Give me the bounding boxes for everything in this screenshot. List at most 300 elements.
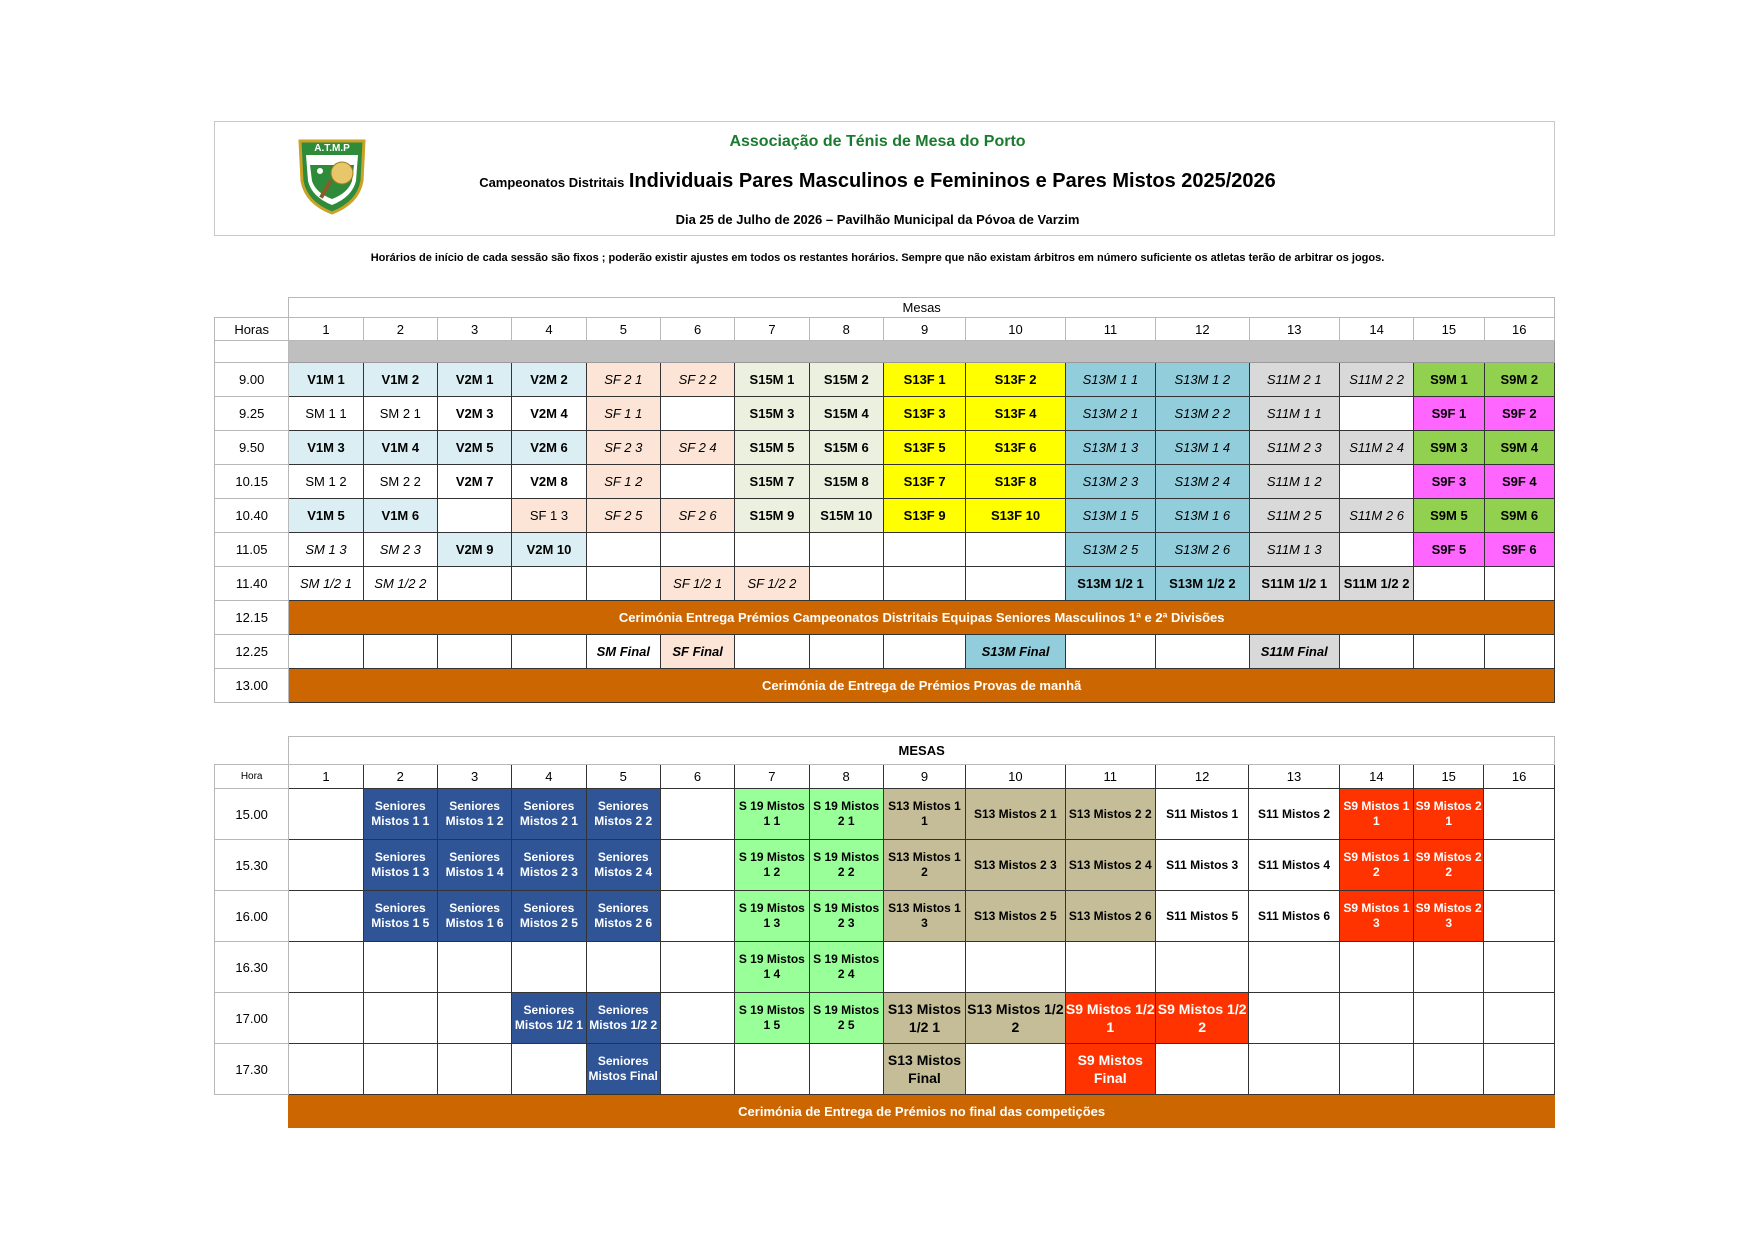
match-cell: S9M 4: [1484, 431, 1554, 465]
match-cell: V2M 1: [437, 363, 511, 397]
match-cell: SM 2 1: [363, 397, 437, 431]
match-cell: [660, 789, 734, 840]
match-cell: S11 Mistos 5: [1155, 891, 1248, 942]
match-cell: S9F 6: [1484, 533, 1554, 567]
match-cell: Seniores Mistos 1 1: [363, 789, 437, 840]
match-cell: S13F 3: [883, 397, 965, 431]
hour-cell: 16.00: [215, 891, 289, 942]
hour-cell: 12.25: [215, 635, 289, 669]
schedule-row: [215, 397, 1555, 431]
final-cell: SM Final: [586, 635, 660, 669]
table-number: 5: [586, 765, 660, 789]
match-cell: V2M 9: [437, 533, 511, 567]
match-cell: S13M 1 6: [1156, 499, 1249, 533]
match-cell: S13M 1 1: [1065, 363, 1155, 397]
ceremony-banner: Cerimónia de Entrega de Prémios Provas de manhã: [289, 669, 1555, 703]
organization-title: Associação de Ténis de Mesa do Porto: [729, 133, 1026, 150]
match-cell: [966, 1044, 1065, 1095]
match-cell: [1484, 635, 1554, 669]
ceremony-row: [215, 669, 1555, 703]
match-cell: S13M 2 6: [1156, 533, 1249, 567]
match-cell: S9F 2: [1484, 397, 1554, 431]
match-cell: S 19 Mistos 1 5: [735, 993, 809, 1044]
match-cell: [1484, 840, 1555, 891]
hour-cell: 9.50: [215, 431, 289, 465]
match-cell: [437, 942, 511, 993]
match-cell: [289, 789, 363, 840]
match-cell: S11M 1/2 2: [1339, 567, 1413, 601]
match-cell: [512, 567, 586, 601]
match-cell: S11M 2 4: [1339, 431, 1413, 465]
hour-cell: 10.40: [215, 499, 289, 533]
schedule-row: [215, 363, 1555, 397]
afternoon-schedule: [214, 736, 1555, 1128]
schedule-row: [215, 942, 1555, 993]
match-cell: [966, 533, 1065, 567]
match-cell: [363, 1044, 437, 1095]
match-cell: Seniores Mistos 1 6: [437, 891, 511, 942]
match-cell: [289, 840, 363, 891]
match-cell: [883, 635, 965, 669]
match-cell: [289, 1044, 363, 1095]
match-cell: SF 1/2 1: [660, 567, 734, 601]
match-cell: S 19 Mistos 1 3: [735, 891, 809, 942]
match-cell: V2M 8: [512, 465, 586, 499]
match-cell: S15M 6: [809, 431, 883, 465]
match-cell: S9M 6: [1484, 499, 1554, 533]
match-cell: [363, 635, 437, 669]
table-number: 5: [586, 318, 660, 341]
match-cell: SM 2 3: [363, 533, 437, 567]
match-cell: [363, 942, 437, 993]
match-cell: [660, 397, 734, 431]
event-date-venue: Dia 25 de Julho de 2026 – Pavilhão Municipal da Póvoa de Varzim: [675, 212, 1080, 227]
schedule-row: [215, 789, 1555, 840]
schedule-row: [215, 567, 1555, 601]
match-cell: S13 Mistos 2 6: [1065, 891, 1155, 942]
match-cell: [1249, 942, 1339, 993]
match-cell: [660, 1044, 734, 1095]
match-cell: Seniores Mistos 1/2 1: [512, 993, 586, 1044]
morning-schedule: [214, 297, 1555, 703]
match-cell: [1339, 993, 1413, 1044]
hour-cell: 12.15: [215, 601, 289, 635]
match-cell: [1484, 942, 1555, 993]
match-cell: [1414, 1044, 1484, 1095]
empty-hour: [215, 1095, 289, 1128]
match-cell: S9M 5: [1414, 499, 1484, 533]
match-cell: S9M 1: [1414, 363, 1484, 397]
final-cell: SF Final: [660, 635, 734, 669]
match-cell: S13 Mistos 2 5: [966, 891, 1065, 942]
match-cell: S15M 1: [735, 363, 809, 397]
table-number: 11: [1065, 765, 1155, 789]
match-cell: S11M 1/2 1: [1249, 567, 1339, 601]
match-cell: V1M 2: [363, 363, 437, 397]
match-cell: S15M 8: [809, 465, 883, 499]
final-cell: S13M Final: [966, 635, 1065, 669]
match-cell: SM 1 2: [289, 465, 363, 499]
empty-corner: [215, 737, 289, 765]
match-cell: S 19 Mistos 2 5: [809, 993, 883, 1044]
match-cell: [1484, 993, 1555, 1044]
hour-cell: 15.00: [215, 789, 289, 840]
match-cell: S13F 6: [966, 431, 1065, 465]
table-number: 7: [735, 765, 809, 789]
ceremony-banner: Cerimónia de Entrega de Prémios no final das competições: [289, 1095, 1555, 1128]
schedule-note: Horários de início de cada sessão são fixos ; poderão existir ajustes em todos os restantes horários. Sempre que não existam árbitros em número suficiente os atletas terão de arbitrar os jogos.: [370, 252, 1385, 264]
match-cell: S15M 3: [735, 397, 809, 431]
match-cell: S13F 7: [883, 465, 965, 499]
logo-text: A.T.M.P: [314, 143, 350, 154]
final-cell: Seniores Mistos Final: [586, 1044, 660, 1095]
match-cell: S13F 2: [966, 363, 1065, 397]
table-number: 9: [883, 318, 965, 341]
match-cell: V1M 3: [289, 431, 363, 465]
hour-column-header: Horas: [215, 318, 289, 341]
match-cell: S13 Mistos 1 1: [883, 789, 965, 840]
match-cell: [512, 635, 586, 669]
match-cell: [1484, 1044, 1555, 1095]
match-cell: [1414, 993, 1484, 1044]
match-cell: S13F 9: [883, 499, 965, 533]
table-number: 8: [809, 765, 883, 789]
match-cell: S 19 Mistos 1 2: [735, 840, 809, 891]
match-cell: S15M 5: [735, 431, 809, 465]
match-cell: SF 2 6: [660, 499, 734, 533]
match-cell: Seniores Mistos 1 4: [437, 840, 511, 891]
table-number: 6: [660, 765, 734, 789]
mesas-header-row: [215, 737, 1555, 765]
match-cell: [586, 942, 660, 993]
match-cell: Seniores Mistos 1/2 2: [586, 993, 660, 1044]
match-cell: SF 2 3: [586, 431, 660, 465]
match-cell: V2M 3: [437, 397, 511, 431]
schedule-row: [215, 533, 1555, 567]
hour-cell: 15.30: [215, 840, 289, 891]
match-cell: S13M 2 5: [1065, 533, 1155, 567]
match-cell: [1065, 635, 1155, 669]
grey-band: [289, 341, 1555, 363]
match-cell: S13M 2 3: [1065, 465, 1155, 499]
match-cell: [1339, 1044, 1413, 1095]
schedule-row: [215, 465, 1555, 499]
match-cell: V2M 4: [512, 397, 586, 431]
grey-separator-row: [215, 341, 1555, 363]
match-cell: [1414, 567, 1484, 601]
match-cell: [437, 635, 511, 669]
table-number: 3: [437, 318, 511, 341]
match-cell: S11M 2 2: [1339, 363, 1413, 397]
match-cell: [660, 533, 734, 567]
table-number: 6: [660, 318, 734, 341]
match-cell: [660, 942, 734, 993]
match-cell: S9 Mistos 1 3: [1339, 891, 1413, 942]
match-cell: [1484, 567, 1554, 601]
match-cell: SM 1/2 1: [289, 567, 363, 601]
match-cell: S11M 1 2: [1249, 465, 1339, 499]
match-cell: [437, 1044, 511, 1095]
match-cell: S9F 5: [1414, 533, 1484, 567]
match-cell: [966, 942, 1065, 993]
match-cell: Seniores Mistos 1 5: [363, 891, 437, 942]
hour-cell: 16.30: [215, 942, 289, 993]
table-number: 11: [1065, 318, 1155, 341]
match-cell: V1M 5: [289, 499, 363, 533]
match-cell: S9 Mistos 2 3: [1414, 891, 1484, 942]
mesas-label: Mesas: [289, 298, 1555, 318]
match-cell: S9 Mistos 2 2: [1414, 840, 1484, 891]
match-cell: [437, 993, 511, 1044]
match-cell: S11M 1 1: [1249, 397, 1339, 431]
match-cell: [1249, 1044, 1339, 1095]
match-cell: V2M 7: [437, 465, 511, 499]
hour-cell: 13.00: [215, 669, 289, 703]
match-cell: SF 2 1: [586, 363, 660, 397]
match-cell: S9F 3: [1414, 465, 1484, 499]
match-cell: S9 Mistos 1/2 2: [1155, 993, 1248, 1044]
match-cell: V2M 6: [512, 431, 586, 465]
table-number: 2: [363, 318, 437, 341]
match-cell: [437, 567, 511, 601]
match-cell: S9F 4: [1484, 465, 1554, 499]
table-number: 1: [289, 318, 363, 341]
match-cell: [735, 1044, 809, 1095]
match-cell: [1414, 942, 1484, 993]
match-cell: SF 1 3: [512, 499, 586, 533]
match-cell: S13M 2 1: [1065, 397, 1155, 431]
empty-hour: [215, 341, 289, 363]
match-cell: [660, 891, 734, 942]
match-cell: V2M 5: [437, 431, 511, 465]
match-cell: [437, 499, 511, 533]
table-number: 2: [363, 765, 437, 789]
match-cell: S13F 8: [966, 465, 1065, 499]
ceremony-banner: Cerimónia Entrega Prémios Campeonatos Distritais Equipas Seniores Masculinos 1ª e 2ª Divisões: [289, 601, 1555, 635]
match-cell: [883, 942, 965, 993]
final-cell: S9 Mistos Final: [1065, 1044, 1155, 1095]
match-cell: S13 Mistos 1 3: [883, 891, 965, 942]
match-cell: Seniores Mistos 2 3: [512, 840, 586, 891]
match-cell: S11 Mistos 3: [1155, 840, 1248, 891]
match-cell: Seniores Mistos 1 3: [363, 840, 437, 891]
match-cell: S 19 Mistos 2 2: [809, 840, 883, 891]
match-cell: S11M 1 3: [1249, 533, 1339, 567]
match-cell: SM 1 1: [289, 397, 363, 431]
match-cell: V2M 10: [512, 533, 586, 567]
match-cell: [735, 635, 809, 669]
match-cell: S15M 7: [735, 465, 809, 499]
table-number: 8: [809, 318, 883, 341]
match-cell: [1156, 635, 1249, 669]
ceremony-row: [215, 1095, 1555, 1128]
hour-cell: 17.30: [215, 1044, 289, 1095]
match-cell: S13 Mistos 2 1: [966, 789, 1065, 840]
match-cell: V1M 4: [363, 431, 437, 465]
match-cell: SF 1/2 2: [735, 567, 809, 601]
match-cell: S 19 Mistos 2 4: [809, 942, 883, 993]
match-cell: [1249, 993, 1339, 1044]
match-cell: SM 2 2: [363, 465, 437, 499]
match-cell: SM 1/2 2: [363, 567, 437, 601]
match-cell: S13F 10: [966, 499, 1065, 533]
match-cell: [809, 533, 883, 567]
match-cell: S9F 1: [1414, 397, 1484, 431]
finals-row: [215, 635, 1555, 669]
match-cell: S15M 9: [735, 499, 809, 533]
match-cell: S15M 4: [809, 397, 883, 431]
match-cell: [289, 942, 363, 993]
match-cell: S9 Mistos 1 1: [1339, 789, 1413, 840]
match-cell: S9 Mistos 2 1: [1414, 789, 1484, 840]
match-cell: [289, 891, 363, 942]
match-cell: S 19 Mistos 1 1: [735, 789, 809, 840]
table-number: 12: [1156, 318, 1249, 341]
table-number: 13: [1249, 765, 1339, 789]
match-cell: [1484, 891, 1555, 942]
match-cell: Seniores Mistos 2 5: [512, 891, 586, 942]
table-number: 3: [437, 765, 511, 789]
match-cell: V1M 6: [363, 499, 437, 533]
final-cell: S13 Mistos Final: [883, 1044, 965, 1095]
match-cell: S13M 2 2: [1156, 397, 1249, 431]
match-cell: S 19 Mistos 2 1: [809, 789, 883, 840]
table-number: 14: [1339, 318, 1413, 341]
match-cell: Seniores Mistos 2 4: [586, 840, 660, 891]
schedule-row: [215, 840, 1555, 891]
match-cell: S13 Mistos 1 2: [883, 840, 965, 891]
match-cell: S13M 1 3: [1065, 431, 1155, 465]
mesas-label: MESAS: [289, 737, 1555, 765]
title-main: Individuais Pares Masculinos e Femininos e Pares Mistos 2025/2026: [628, 170, 1276, 192]
schedule-row: [215, 891, 1555, 942]
match-cell: Seniores Mistos 2 6: [586, 891, 660, 942]
match-cell: S9M 2: [1484, 363, 1554, 397]
match-cell: [586, 567, 660, 601]
match-cell: SF 1 2: [586, 465, 660, 499]
match-cell: [1339, 533, 1413, 567]
table-number: 14: [1339, 765, 1413, 789]
schedule-row: [215, 431, 1555, 465]
schedule-row: [215, 499, 1555, 533]
table-numbers-row: [215, 318, 1555, 341]
match-cell: [883, 533, 965, 567]
match-cell: [660, 840, 734, 891]
match-cell: S13M 1 5: [1065, 499, 1155, 533]
match-cell: S13 Mistos 2 2: [1065, 789, 1155, 840]
match-cell: S11M 2 6: [1339, 499, 1413, 533]
match-cell: [363, 993, 437, 1044]
match-cell: [1065, 942, 1155, 993]
table-number: 10: [966, 318, 1065, 341]
match-cell: S11 Mistos 4: [1249, 840, 1339, 891]
table-number: 12: [1155, 765, 1248, 789]
mesas-header-row: [215, 298, 1555, 318]
hour-cell: 17.00: [215, 993, 289, 1044]
match-cell: S15M 2: [809, 363, 883, 397]
ceremony-row: [215, 601, 1555, 635]
match-cell: S13M 2 4: [1156, 465, 1249, 499]
match-cell: Seniores Mistos 2 2: [586, 789, 660, 840]
match-cell: [1339, 397, 1413, 431]
match-cell: S11M 2 3: [1249, 431, 1339, 465]
match-cell: S13 Mistos 1/2 1: [883, 993, 965, 1044]
match-cell: [966, 567, 1065, 601]
match-cell: S9 Mistos 1/2 1: [1065, 993, 1155, 1044]
match-cell: [1414, 635, 1484, 669]
hour-cell: 9.00: [215, 363, 289, 397]
title-prefix: Campeonatos Distritais: [479, 175, 625, 190]
match-cell: SF 2 4: [660, 431, 734, 465]
final-cell: S11M Final: [1249, 635, 1339, 669]
match-cell: S11 Mistos 1: [1155, 789, 1248, 840]
match-cell: S11 Mistos 6: [1249, 891, 1339, 942]
match-cell: [512, 1044, 586, 1095]
match-cell: S13F 5: [883, 431, 965, 465]
match-cell: [660, 465, 734, 499]
match-cell: [1339, 465, 1413, 499]
match-cell: [1339, 635, 1413, 669]
schedule-row: [215, 993, 1555, 1044]
match-cell: [1155, 1044, 1248, 1095]
match-cell: SF 2 2: [660, 363, 734, 397]
table-number: 4: [512, 318, 586, 341]
match-cell: V1M 1: [289, 363, 363, 397]
empty-corner: [215, 298, 289, 318]
table-number: 13: [1249, 318, 1339, 341]
hour-column-header: Hora: [215, 765, 289, 789]
hour-cell: 9.25: [215, 397, 289, 431]
match-cell: [1155, 942, 1248, 993]
match-cell: S13F 4: [966, 397, 1065, 431]
hour-cell: 11.05: [215, 533, 289, 567]
table-number: 1: [289, 765, 363, 789]
match-cell: [735, 533, 809, 567]
match-cell: SM 1 3: [289, 533, 363, 567]
match-cell: S13F 1: [883, 363, 965, 397]
match-cell: [809, 635, 883, 669]
match-cell: S 19 Mistos 1 4: [735, 942, 809, 993]
table-number: 16: [1484, 318, 1554, 341]
hour-cell: 10.15: [215, 465, 289, 499]
match-cell: [512, 942, 586, 993]
match-cell: S13 Mistos 1/2 2: [966, 993, 1065, 1044]
table-number: 16: [1484, 765, 1555, 789]
match-cell: [1484, 789, 1555, 840]
match-cell: S11 Mistos 2: [1249, 789, 1339, 840]
match-cell: S13M 1 4: [1156, 431, 1249, 465]
match-cell: S 19 Mistos 2 3: [809, 891, 883, 942]
table-numbers-row: [215, 765, 1555, 789]
table-number: 10: [966, 765, 1065, 789]
match-cell: SF 2 5: [586, 499, 660, 533]
page-title: [0, 170, 1755, 193]
match-cell: Seniores Mistos 2 1: [512, 789, 586, 840]
match-cell: [1339, 942, 1413, 993]
match-cell: S15M 10: [809, 499, 883, 533]
match-cell: SF 1 1: [586, 397, 660, 431]
match-cell: Seniores Mistos 1 2: [437, 789, 511, 840]
match-cell: S13M 1/2 1: [1065, 567, 1155, 601]
match-cell: S9M 3: [1414, 431, 1484, 465]
match-cell: S13M 1/2 2: [1156, 567, 1249, 601]
table-number: 15: [1414, 318, 1484, 341]
match-cell: [289, 635, 363, 669]
hour-cell: 11.40: [215, 567, 289, 601]
match-cell: [809, 567, 883, 601]
match-cell: S9 Mistos 1 2: [1339, 840, 1413, 891]
table-number: 15: [1414, 765, 1484, 789]
